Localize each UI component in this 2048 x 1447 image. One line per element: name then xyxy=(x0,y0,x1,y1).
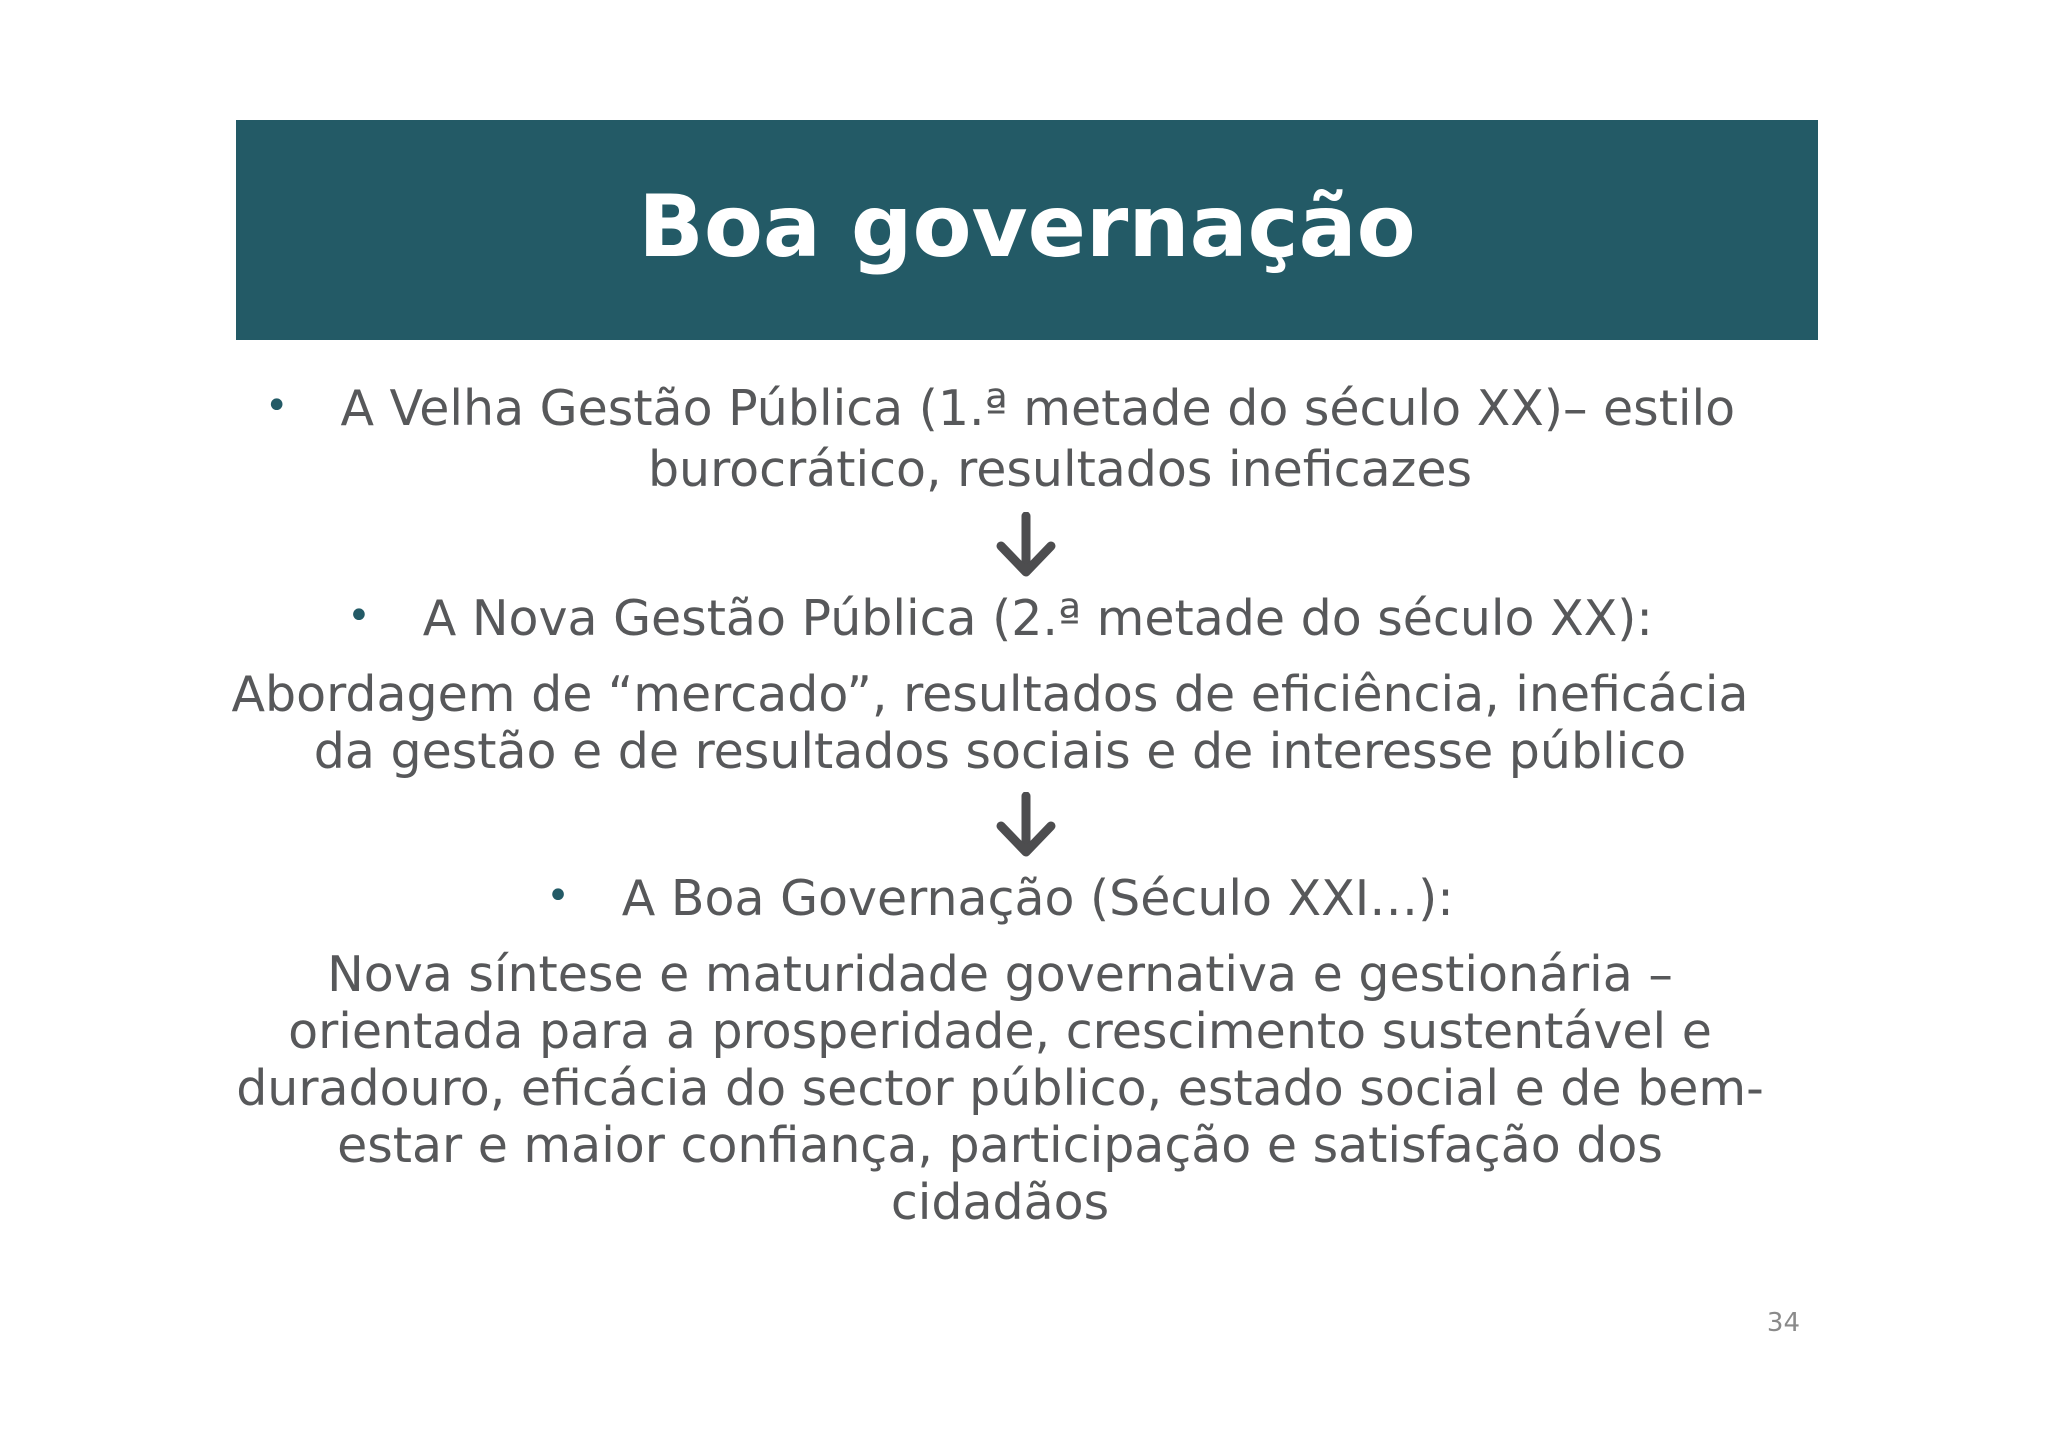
item-2-heading xyxy=(170,590,1830,651)
slide-title: Boa governação xyxy=(638,177,1416,277)
item-1-line-2: burocrático, resultados ineficazes xyxy=(647,441,1473,498)
item-3-line-3: duradouro, eficácia do sector público, estado social e de bem- xyxy=(236,1060,1764,1117)
item-1-line-1 xyxy=(170,380,1830,441)
arrow-down-icon xyxy=(991,792,1061,858)
item-3-heading xyxy=(170,870,1830,931)
item-1-text-1: A Velha Gestão Pública (1.ª metade do século XX)– estilo xyxy=(340,380,1736,437)
item-old-public-management xyxy=(264,380,1830,498)
item-3-line-5: cidadãos xyxy=(890,1174,1110,1231)
bullet-icon: • xyxy=(546,873,570,919)
item-3-line-4: estar e maior confiança, participação e satisfação dos xyxy=(337,1117,1663,1174)
item-new-public-management xyxy=(231,590,1830,780)
item-2-line-2: da gestão e de resultados sociais e de interesse público xyxy=(313,723,1687,780)
item-2-heading-text: A Nova Gestão Pública (2.ª metade do século XX): xyxy=(422,590,1653,647)
page-number: 34 xyxy=(1766,1308,1800,1338)
item-2-line-1: Abordagem de “mercado”, resultados de eficiência, ineficácia xyxy=(231,666,1749,723)
arrow-down-icon xyxy=(991,512,1061,578)
item-3-line-1: Nova síntese e maturidade governativa e gestionária – xyxy=(327,946,1673,1003)
item-3-heading-text: A Boa Governação (Século XXI…): xyxy=(621,870,1454,927)
bullet-icon: • xyxy=(347,593,371,639)
item-3-line-2: orientada para a prosperidade, crescimento sustentável e xyxy=(288,1003,1712,1060)
item-good-governance xyxy=(236,870,1830,1231)
title-bar xyxy=(236,120,1818,340)
bullet-icon: • xyxy=(264,383,289,429)
